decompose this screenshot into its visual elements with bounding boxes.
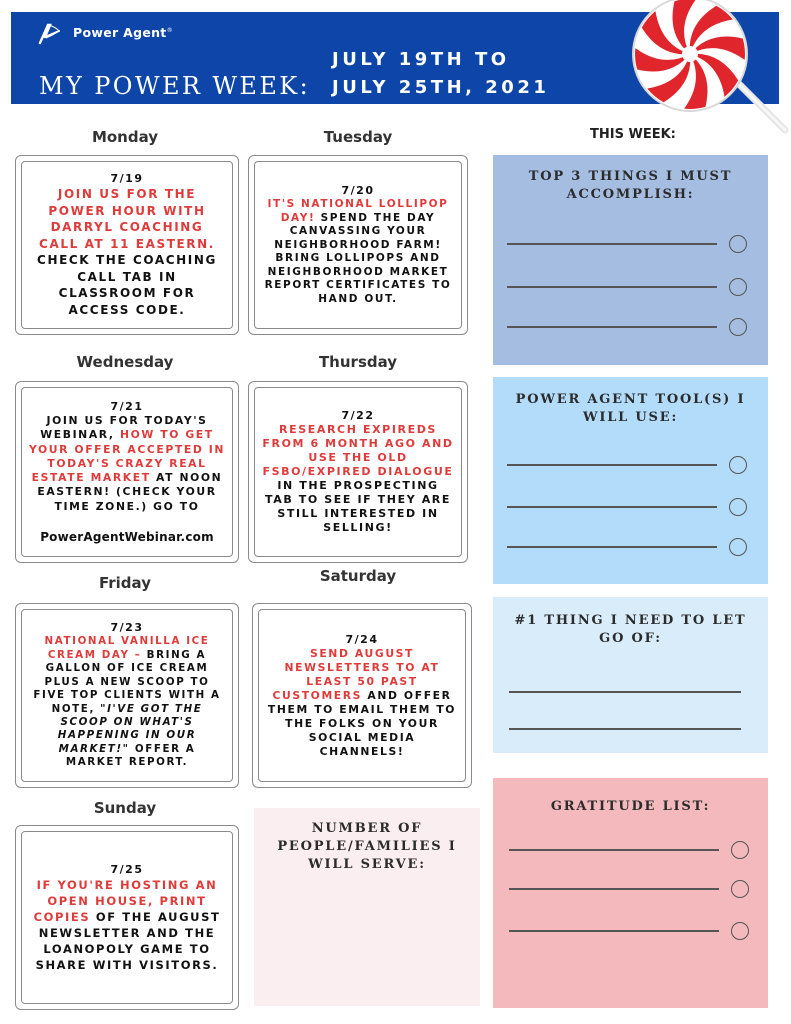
- monday-date: 7/19: [110, 172, 144, 185]
- tools-checkbox-1[interactable]: [729, 456, 747, 474]
- thursday-card-inner: [254, 387, 462, 557]
- day-label-tuesday: Tuesday: [323, 128, 393, 146]
- gratitude-panel: [493, 778, 768, 1008]
- monday-highlight: JOIN US FOR THE POWER HOUR WITH DARRYL COACHING CALL AT 11 EASTERN.: [39, 187, 215, 251]
- friday-text: [28, 635, 226, 769]
- wednesday-date: 7/21: [110, 400, 144, 414]
- day-label-sunday: Sunday: [93, 799, 157, 817]
- saturday-highlight: SEND AUGUST NEWSLETTERS TO AT LEAST 50 PAST CUSTOMERS: [272, 646, 440, 702]
- monday-body: CHECK THE COACHING CALL TAB IN CLASSROOM FOR ACCESS CODE.: [37, 253, 217, 317]
- serve-count-box: [254, 808, 480, 1006]
- top3-checkbox-2[interactable]: [729, 278, 747, 296]
- wednesday-card-inner: [21, 387, 233, 557]
- tools-panel: [493, 377, 768, 584]
- wednesday-card: [15, 381, 239, 563]
- saturday-card-inner: [258, 609, 466, 782]
- saturday-text: [265, 647, 459, 759]
- thursday-text: [261, 423, 455, 535]
- day-label-friday: Friday: [98, 574, 151, 592]
- top3-line-1[interactable]: [507, 243, 717, 245]
- tuesday-text: [261, 198, 455, 306]
- monday-card: [15, 155, 239, 335]
- this-week-heading: THIS WEEK:: [590, 127, 676, 142]
- day-label-thursday: Thursday: [318, 353, 398, 371]
- day-label-monday: Monday: [91, 128, 159, 146]
- date-range-line-2: JULY 25TH, 2021: [332, 77, 550, 98]
- day-label-saturday: Saturday: [319, 567, 397, 585]
- gratitude-line-3[interactable]: [509, 930, 719, 932]
- page-title: MY POWER WEEK:: [39, 72, 311, 100]
- tools-line-3[interactable]: [507, 546, 717, 548]
- tools-title: POWER AGENT TOOL(S) I WILL USE:: [515, 392, 746, 425]
- tools-checkbox-3[interactable]: [729, 538, 747, 556]
- wednesday-body-1: JOIN US FOR TODAY'S WEBINAR,: [40, 414, 208, 442]
- sunday-highlight: IF YOU'RE HOSTING AN OPEN HOUSE, PRINT COPIES: [33, 877, 218, 924]
- let-go-title: #1 THING I NEED TO LET GO OF:: [514, 613, 747, 646]
- tuesday-date: 7/20: [341, 184, 375, 197]
- gratitude-line-1[interactable]: [509, 849, 719, 851]
- sunday-card: [15, 825, 239, 1010]
- let-go-panel: [493, 597, 768, 753]
- gratitude-line-2[interactable]: [509, 888, 719, 890]
- tuesday-body: SPEND THE DAY CANVASSING YOUR NEIGHBORHOOD FARM! BRING LOLLIPOPS AND NEIGHBORHOOD MARKET REPORT CERTIFICATES TO HAND OUT.: [264, 211, 452, 305]
- brand-name: [73, 25, 173, 40]
- day-label-wednesday: Wednesday: [76, 353, 174, 371]
- webinar-website-link[interactable]: PowerAgentWebinar.com: [40, 529, 214, 544]
- friday-date: 7/23: [110, 621, 144, 635]
- date-range-line-1: JULY 19TH TO: [332, 49, 510, 70]
- brand-mark: ®: [166, 26, 173, 34]
- gratitude-title: GRATITUDE LIST:: [550, 799, 711, 814]
- saturday-date: 7/24: [345, 632, 379, 646]
- tuesday-card: [248, 155, 468, 335]
- sunday-card-inner: [21, 831, 233, 1004]
- wednesday-highlight: HOW TO GET YOUR OFFER ACCEPTED IN TODAY'S CRAZY REAL ESTATE MARKET: [28, 428, 226, 485]
- tuesday-highlight: IT'S NATIONAL LOLLIPOP DAY!: [267, 198, 449, 224]
- tuesday-card-inner: [254, 161, 462, 329]
- monday-card-inner: [21, 161, 233, 329]
- top3-line-3[interactable]: [507, 326, 717, 328]
- tools-line-2[interactable]: [507, 506, 717, 508]
- saturday-body: AND OFFER THEM TO EMAIL THEM TO THE FOLKS ON YOUR SOCIAL MEDIA CHANNELS!: [267, 688, 457, 758]
- saturday-card: [252, 603, 472, 788]
- serve-count-title: NUMBER OF PEOPLE/FAMILIES I WILL SERVE:: [277, 821, 457, 872]
- power-agent-logo-icon: [37, 22, 63, 46]
- friday-body-2: OFFER A MARKET REPORT.: [65, 742, 196, 769]
- brand-text: Power Agent: [73, 25, 167, 40]
- friday-body-1: BRING A GALLON OF ICE CREAM PLUS A NEW SCOOP TO FIVE TOP CLIENTS WITH A NOTE,: [33, 648, 221, 715]
- friday-card: [15, 603, 239, 788]
- tools-checkbox-2[interactable]: [729, 498, 747, 516]
- let-go-line-2[interactable]: [509, 728, 741, 730]
- top3-panel: [493, 155, 768, 365]
- friday-quote: "I'VE GOT THE SCOOP ON WHAT'S HAPPENING IN OUR MARKET!": [57, 702, 203, 755]
- sunday-date: 7/25: [110, 862, 144, 876]
- thursday-highlight: RESEARCH EXPIREDS FROM 6 MONTH AGO AND USE THE OLD FSBO/EXPIRED DIALOGUE: [262, 423, 454, 478]
- gratitude-checkbox-1[interactable]: [731, 841, 749, 859]
- wednesday-text: [28, 414, 226, 513]
- friday-card-inner: [21, 609, 233, 782]
- top3-checkbox-3[interactable]: [729, 318, 747, 336]
- sunday-body: OF THE AUGUST NEWSLETTER AND THE LOANOPOLY GAME TO SHARE WITH VISITORS.: [35, 909, 221, 972]
- gratitude-checkbox-3[interactable]: [731, 922, 749, 940]
- let-go-line-1[interactable]: [509, 691, 741, 693]
- monday-text: [28, 186, 226, 318]
- sunday-text: [28, 877, 226, 973]
- thursday-date: 7/22: [341, 409, 375, 422]
- top3-checkbox-1[interactable]: [729, 235, 747, 253]
- friday-highlight: NATIONAL VANILLA ICE CREAM DAY –: [44, 635, 210, 661]
- gratitude-checkbox-2[interactable]: [731, 880, 749, 898]
- top3-title: TOP 3 THINGS I MUST ACCOMPLISH:: [528, 169, 733, 202]
- thursday-card: [248, 381, 468, 563]
- wednesday-body-2: AT NOON EASTERN! (CHECK YOUR TIME ZONE.) GO TO: [37, 471, 223, 513]
- tools-line-1[interactable]: [507, 464, 717, 466]
- thursday-body: IN THE PROSPECTING TAB TO SEE IF THEY ARE STILL INTERESTED IN SELLING!: [265, 479, 451, 534]
- top3-line-2[interactable]: [507, 286, 717, 288]
